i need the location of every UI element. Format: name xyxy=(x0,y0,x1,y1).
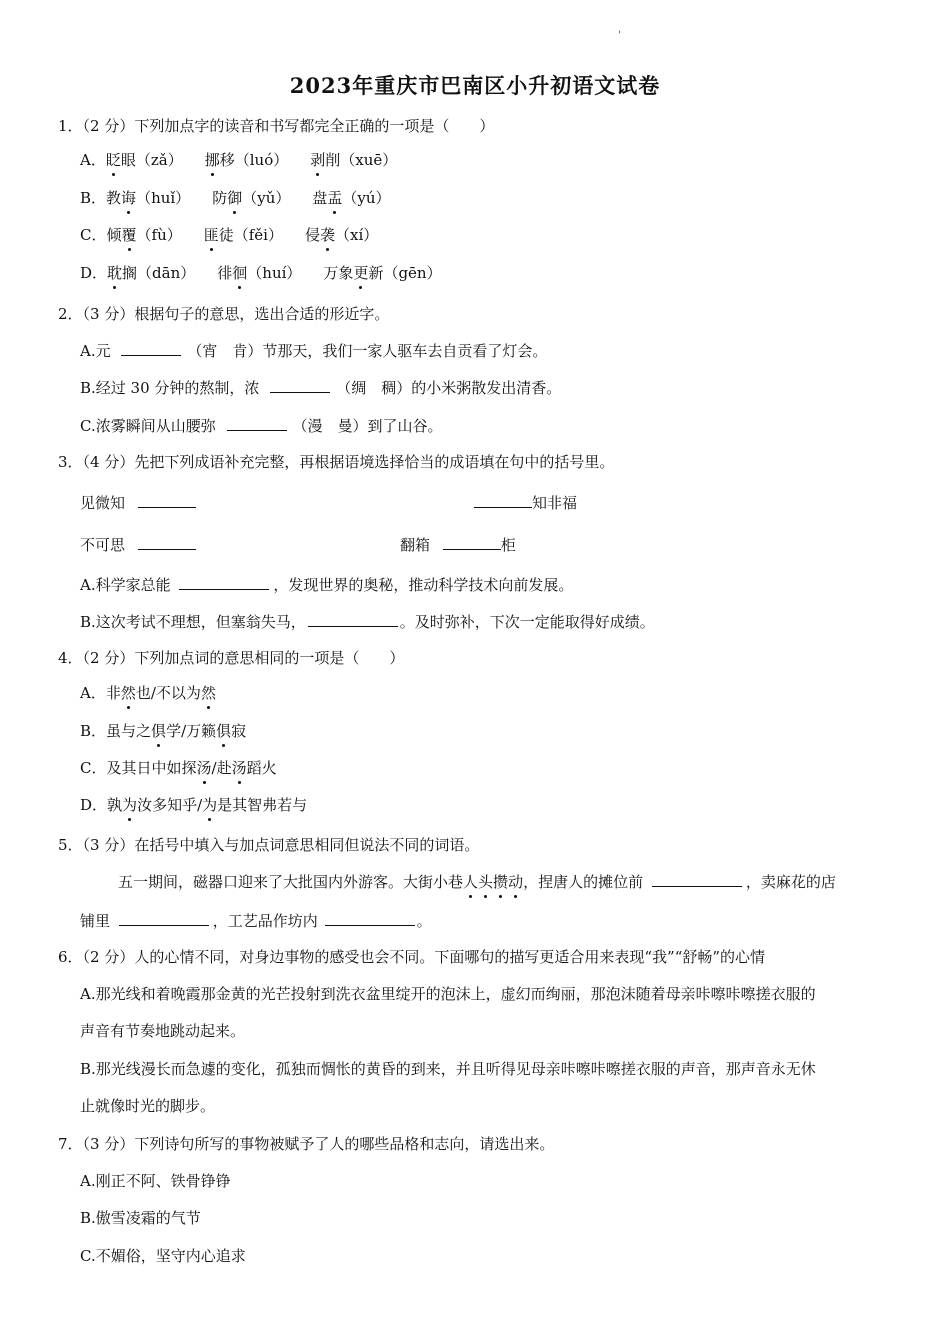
q3-idiom-4-blank[interactable] xyxy=(443,534,501,550)
option-word xyxy=(212,188,290,208)
q5-stem: 5．（3 分）在括号中填入与加点词意思相同但说法不同的词语。 xyxy=(58,836,480,854)
word-part: 蹈火 xyxy=(246,759,277,777)
word-part: 移（luó） xyxy=(219,151,289,169)
q5-p2-text: 铺里 xyxy=(80,912,111,930)
q3-a-rest: ，发现世界的奥秘，推动科学技术向前发展。 xyxy=(273,576,574,594)
q6-option-b-line-2[interactable]: 止就像时光的脚步。 xyxy=(80,1097,216,1115)
exam-title: 2023年重庆市巴南区小升初语文试卷 xyxy=(289,73,661,98)
q4-option-d[interactable] xyxy=(80,795,307,815)
q5-blank-1[interactable] xyxy=(652,871,742,887)
q5-passage-line-2 xyxy=(80,910,432,931)
dotted-char: 剥 xyxy=(310,151,326,169)
q6-stem: 6．（2 分）人的心情不同，对身边事物的感受也会不同。下面哪句的描写更适合用来表现“我”“舒畅”的心情 xyxy=(58,948,766,966)
word-part: 徒（fěi） xyxy=(218,226,283,244)
q4-option-c[interactable] xyxy=(80,758,277,778)
q1-option-b[interactable] xyxy=(80,188,413,208)
word-part: 万象 xyxy=(323,264,354,282)
q2-item-a xyxy=(80,340,547,361)
word-part: 教 xyxy=(106,189,122,207)
q4-option-a[interactable] xyxy=(80,683,216,703)
q1-stem: 1．（2 分）下列加点字的读音和书写都完全正确的一项是（ ） xyxy=(58,117,495,135)
q2-a-rest: （宵 肯）节那天，我们一家人驱车去自贡看了灯会。 xyxy=(187,342,548,360)
dotted-char: 然 xyxy=(200,684,216,702)
dotted-char: 人 xyxy=(463,873,479,891)
dotted-char: 然 xyxy=(120,684,136,702)
word-part: 虽与之 xyxy=(106,722,152,740)
q3-idiom-4 xyxy=(400,534,516,555)
q2-b-text: B.经过 30 分钟的熬制，浓 xyxy=(80,379,260,397)
q7-option-c[interactable]: C.不媚俗，坚守内心追求 xyxy=(80,1247,246,1265)
word-part: 及其日中如探 xyxy=(106,759,197,777)
dotted-char: 俱 xyxy=(216,722,232,740)
option-word xyxy=(106,188,190,208)
word-part: 盘 xyxy=(312,189,328,207)
dotted-char: 头 xyxy=(478,873,494,891)
q3-sentence-a xyxy=(80,574,573,595)
q3-b-rest: 。及时弥补，下次一定能取得好成绩。 xyxy=(399,613,655,631)
q5-passage-line-1 xyxy=(118,871,836,892)
option-word xyxy=(310,150,397,170)
q3-idiom-4-text: 翻箱 xyxy=(400,536,431,554)
option-letter: D． xyxy=(80,264,108,282)
dotted-char: 更 xyxy=(353,264,369,282)
dotted-char: 耽 xyxy=(107,264,123,282)
option-word xyxy=(204,225,283,245)
word-part: 徘 xyxy=(217,264,233,282)
q1-option-c[interactable] xyxy=(80,225,400,245)
q5-dotted-word xyxy=(463,873,523,891)
option-letter: B． xyxy=(80,722,107,740)
dotted-char: 挪 xyxy=(204,151,220,169)
q4-option-b[interactable] xyxy=(80,721,246,741)
q5-blank-2[interactable] xyxy=(119,910,209,926)
word-part: 新（gēn） xyxy=(368,264,442,282)
option-word xyxy=(217,263,301,283)
word-part: （huǐ） xyxy=(136,189,191,207)
option-letter: B． xyxy=(80,189,107,207)
q2-b-rest: （绸 稠）的小米粥散发出清香。 xyxy=(336,379,562,397)
word-part: 侵 xyxy=(304,226,320,244)
dotted-char: 汤 xyxy=(196,759,212,777)
q4-stem: 4．（2 分）下列加点词的意思相同的一项是（ ） xyxy=(58,649,405,667)
q1-option-a[interactable] xyxy=(80,150,419,170)
word-part: 倾 xyxy=(106,226,122,244)
word-part: 寂 xyxy=(231,722,247,740)
q5-p1-mid: ，捏唐人的摊位前 xyxy=(523,873,644,891)
q3-b-text: B.这次考试不理想，但塞翁失马， xyxy=(80,613,306,631)
q2-c-blank[interactable] xyxy=(227,415,287,431)
option-word xyxy=(107,263,195,283)
word-part: /赴 xyxy=(211,759,232,777)
word-part: 搁（dān） xyxy=(122,264,196,282)
header-tick-mark: ' xyxy=(618,30,621,41)
q7-option-b[interactable]: B.傲雪凌霜的气节 xyxy=(80,1209,201,1227)
q5-p2-mid: ，工艺品作坊内 xyxy=(212,912,318,930)
q1-option-d[interactable] xyxy=(80,263,464,283)
q3-stem: 3．（4 分）先把下列成语补充完整，再根据语境选择恰当的成语填在句中的括号里。 xyxy=(58,453,615,471)
word-part: （fù） xyxy=(136,226,182,244)
word-part: （yǔ） xyxy=(242,189,291,207)
q2-item-c xyxy=(80,415,443,436)
q2-b-blank[interactable] xyxy=(270,377,330,393)
option-word xyxy=(323,263,441,283)
q3-idiom-4-end: 柜 xyxy=(500,536,516,554)
dotted-char: 动 xyxy=(508,873,524,891)
option-word xyxy=(305,225,378,245)
dotted-char: 盂 xyxy=(327,189,343,207)
dotted-char: 覆 xyxy=(121,226,137,244)
dotted-char: 袭 xyxy=(320,226,336,244)
option-letter: A． xyxy=(80,151,106,169)
q2-item-b xyxy=(80,377,561,398)
q3-b-blank[interactable] xyxy=(308,611,398,627)
q6-option-b-line-1[interactable]: B.那光线漫长而急遽的变化，孤独而惆怅的黄昏的到来，并且听得见母亲咔嚓咔嚓搓衣服的声音，那声音永无休 xyxy=(80,1060,816,1078)
q5-blank-3[interactable] xyxy=(325,910,415,926)
word-part: 防 xyxy=(212,189,228,207)
option-letter: C． xyxy=(80,759,107,777)
dotted-char: 俱 xyxy=(151,722,167,740)
q3-idiom-1-text: 见微知 xyxy=(80,494,126,512)
q3-idiom-3 xyxy=(80,534,196,555)
word-part: 汝多知乎/ xyxy=(137,796,203,814)
word-part: 削（xuē） xyxy=(325,151,398,169)
q3-idiom-2-text: 知非福 xyxy=(532,494,578,512)
word-part: 也/不以为 xyxy=(135,684,201,702)
q2-a-blank[interactable] xyxy=(121,340,181,356)
word-part: （xí） xyxy=(335,226,379,244)
q6-option-a-line-1[interactable]: A.那光线和着晚霞那金黄的光芒投射到洗衣盆里绽开的泡沫上，虚幻而绚丽，那泡沫随着母亲咔嚓咔嚓搓衣服的 xyxy=(80,985,816,1003)
q3-idiom-2-blank[interactable] xyxy=(474,492,532,508)
q2-stem: 2．（3 分）根据句子的意思，选出合适的形近字。 xyxy=(58,305,390,323)
q3-idiom-3-blank[interactable] xyxy=(138,534,196,550)
word-part: 非 xyxy=(105,684,121,702)
q3-sentence-b xyxy=(80,611,655,632)
q5-p2-end: 。 xyxy=(416,912,432,930)
q3-idiom-1-blank[interactable] xyxy=(138,492,196,508)
dotted-char: 徊 xyxy=(232,264,248,282)
option-letter: D． xyxy=(80,796,108,814)
option-letter: C． xyxy=(80,226,107,244)
q2-c-text: C.浓雾瞬间从山腰弥 xyxy=(80,417,216,435)
word-part: 孰 xyxy=(107,796,123,814)
q7-option-a[interactable]: A.刚正不阿、铁骨铮铮 xyxy=(80,1172,231,1190)
q3-idiom-3-text: 不可思 xyxy=(80,536,126,554)
q2-a-text: A.元 xyxy=(80,342,111,360)
option-word xyxy=(106,150,183,170)
word-part: 学/万籁 xyxy=(166,722,217,740)
dotted-char: 攒 xyxy=(493,873,509,891)
dotted-char: 为 xyxy=(122,796,138,814)
q3-a-text: A.科学家总能 xyxy=(80,576,171,594)
word-part: （huí） xyxy=(247,264,302,282)
dotted-char: 御 xyxy=(227,189,243,207)
dotted-char: 汤 xyxy=(231,759,247,777)
word-part: 是其智弗若与 xyxy=(217,796,308,814)
q3-a-blank[interactable] xyxy=(179,574,269,590)
q2-c-rest: （漫 曼）到了山谷。 xyxy=(292,417,443,435)
option-word xyxy=(106,225,181,245)
q7-stem: 7．（3 分）下列诗句所写的事物被赋予了人的哪些品格和志向，请选出来。 xyxy=(58,1135,555,1153)
q3-idiom-1 xyxy=(80,492,196,513)
q6-option-a-line-2[interactable]: 声音有节奏地跳动起来。 xyxy=(80,1022,246,1040)
dotted-char: 眨 xyxy=(105,151,121,169)
option-word xyxy=(312,188,390,208)
dotted-char: 匪 xyxy=(203,226,219,244)
word-part: （yú） xyxy=(342,189,391,207)
word-part: 眼（zǎ） xyxy=(120,151,183,169)
q5-p1-text: 五一期间，磁器口迎来了大批国内外游客。大街小巷 xyxy=(118,873,464,891)
dotted-char: 为 xyxy=(202,796,218,814)
option-word xyxy=(205,150,289,170)
dotted-char: 诲 xyxy=(121,189,137,207)
q3-idiom-2 xyxy=(474,492,577,513)
option-letter: A． xyxy=(80,684,106,702)
q5-p1-end: ，卖麻花的店 xyxy=(745,873,836,891)
